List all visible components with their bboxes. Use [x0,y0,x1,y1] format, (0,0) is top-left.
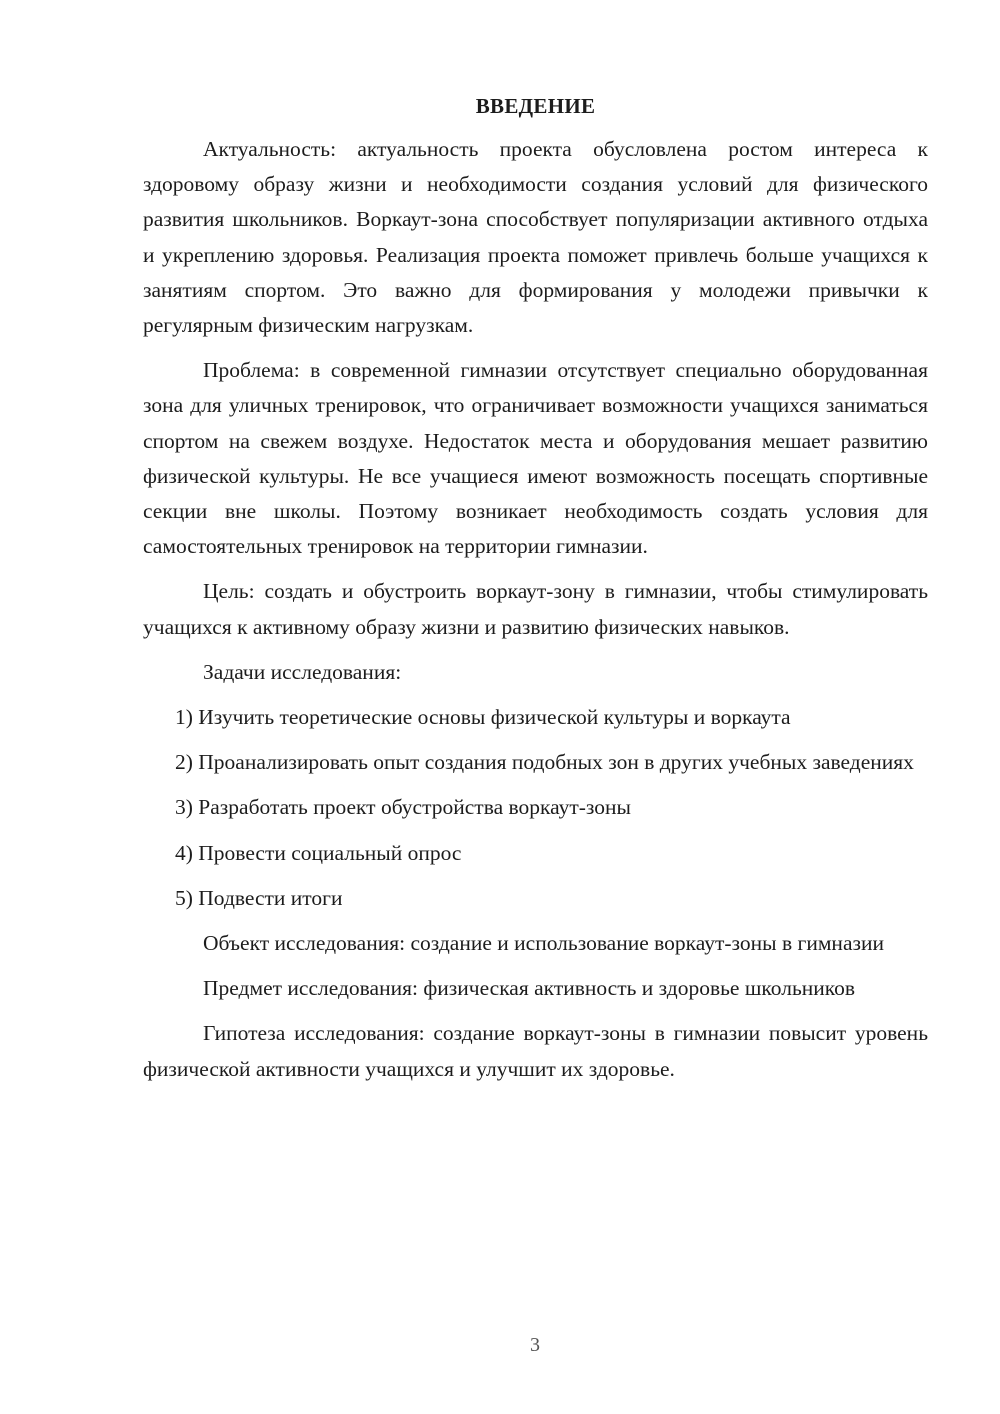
tasks-heading: Задачи исследования: [203,659,402,684]
object-paragraph: Объект исследования: создание и использование воркаут-зоны в гимназии [203,931,884,956]
hypothesis-paragraph: Гипотеза исследования: создание воркаут-зоны в гимназии повысит уровень физической активности учащихся и улучшит их здоровье. [143,1021,928,1081]
goal-paragraph: Цель: создать и обустроить воркаут-зону в гимназии, чтобы стимулировать учащихся к активному образу жизни и развитию физических навыков. [143,579,928,639]
task-item-5: 5) Подвести итоги [175,885,343,910]
relevance-paragraph: Актуальность: актуальность проекта обусловлена ростом интереса к здоровому образу жизни и необходимости создания условий для физического развития школьников. Воркаут-зона способствует популяризации активного отдыха и укреплению здоровья. Реализация проекта поможет привлечь больше учащихся к занятиям спортом. Это важно для формирования у молодежи привычки к регулярным физическим нагрузкам. [143,137,928,338]
page-title: ВВЕДЕНИЕ [475,94,596,118]
document-page [143,92,928,1097]
task-item-2: 2) Проанализировать опыт создания подобных зон в других учебных заведениях [175,750,914,775]
task-item-4: 4) Провести социальный опрос [175,840,462,865]
task-item-1: 1) Изучить теоретические основы физической культуры и воркаута [175,705,791,730]
problem-paragraph: Проблема: в современной гимназии отсутствует специально оборудованная зона для уличных тренировок, что ограничивает возможности учащихся заниматься спортом на свежем воздухе. Недостаток места и оборудования мешает развитию физической культуры. Не все учащиеся имеют возможность посещать спортивные секции вне школы. Поэтому возникает необходимость создать условия для самостоятельных тренировок на территории гимназии. [143,358,928,559]
task-item-3: 3) Разработать проект обустройства воркаут-зоны [175,795,631,820]
subject-paragraph: Предмет исследования: физическая активность и здоровье школьников [203,976,856,1001]
page-number: 3 [530,1334,540,1356]
